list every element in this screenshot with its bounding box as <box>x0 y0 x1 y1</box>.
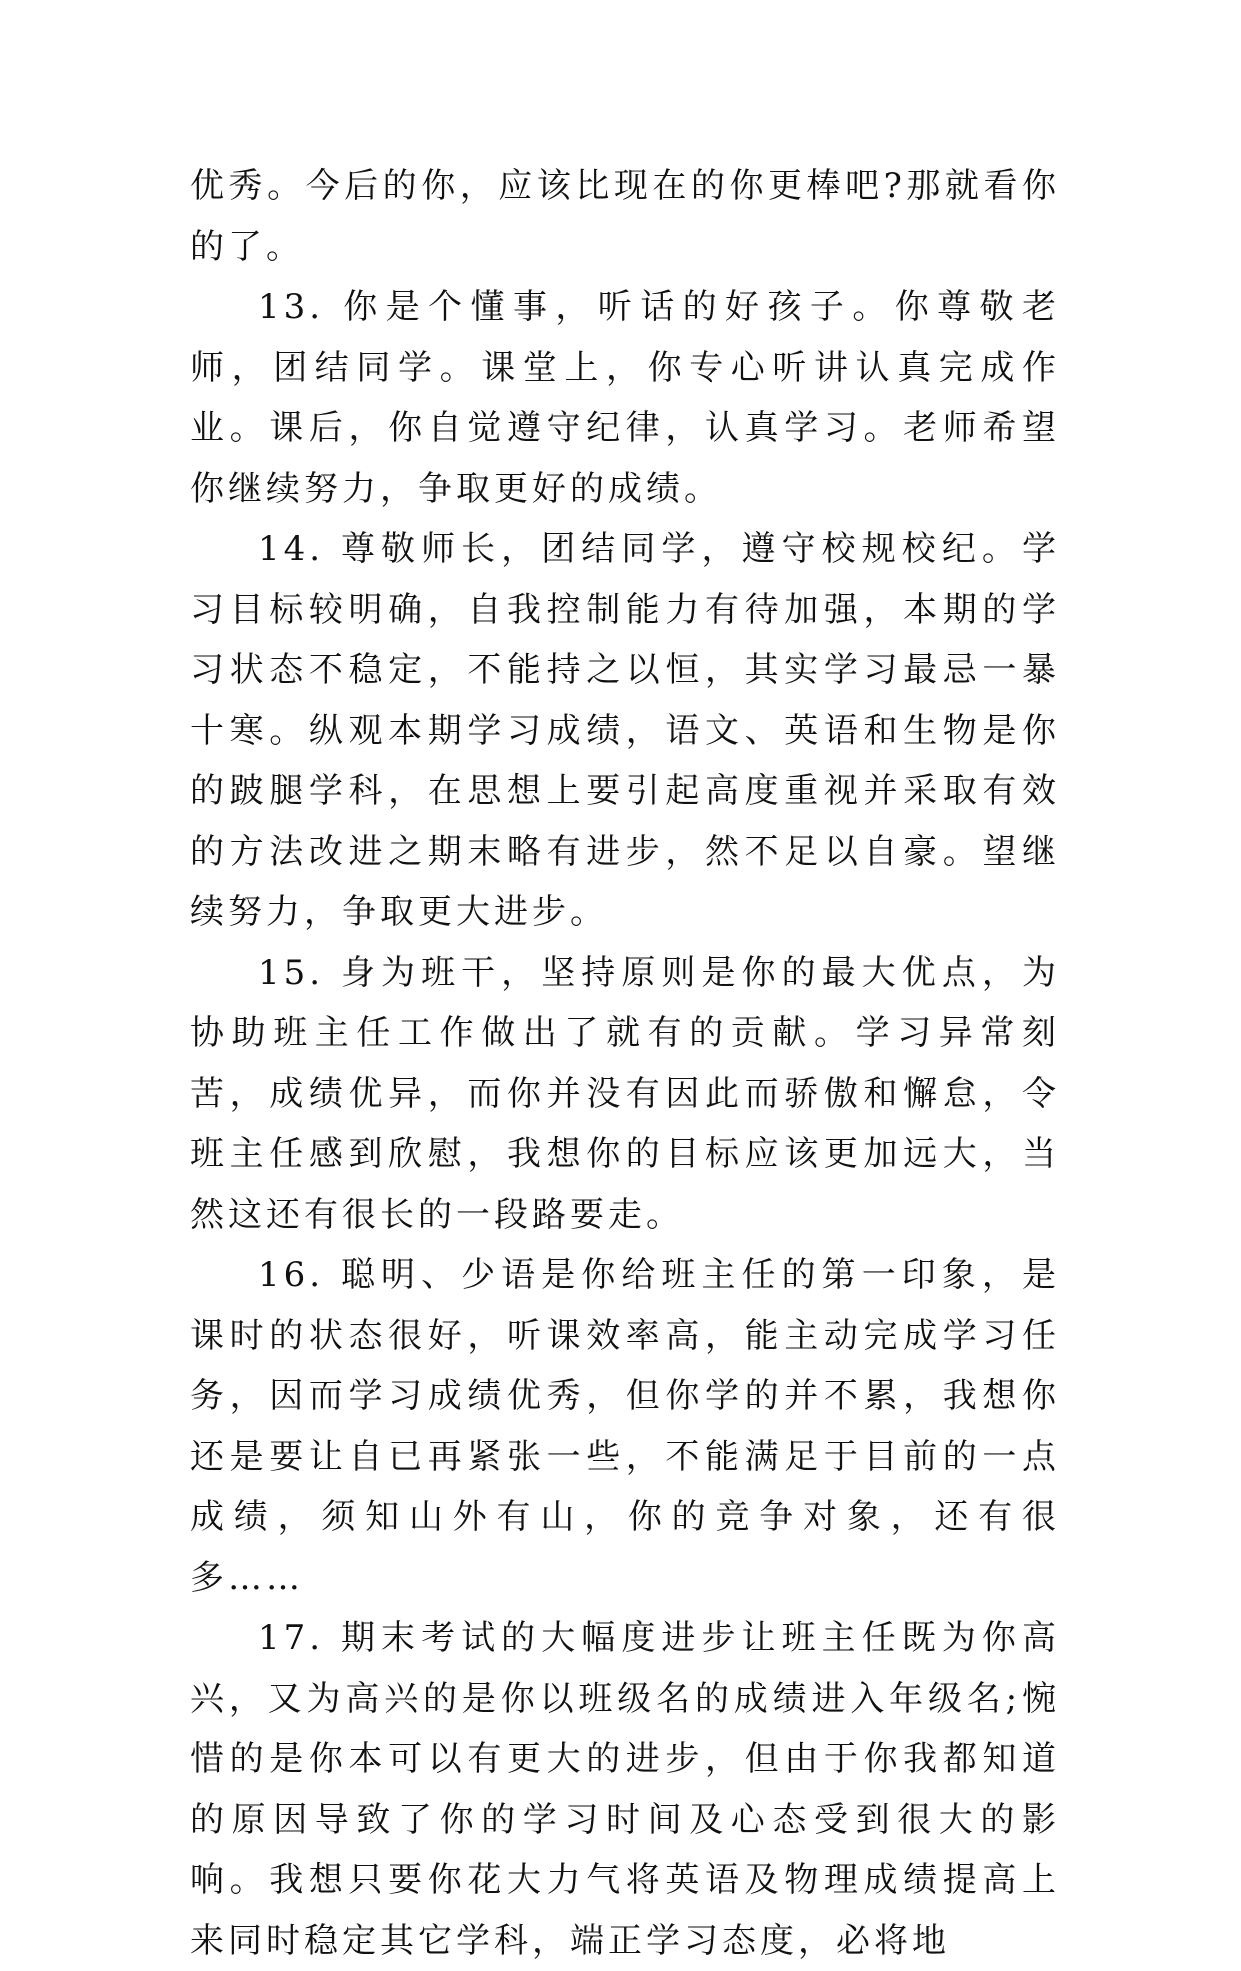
paragraph-comment-15: 15. 身为班干，坚持原则是你的最大优点，为协助班主任工作做出了就有的贡献。学习异常刻苦，成绩优异，而你并没有因此而骄傲和懈怠，令班主任感到欣慰，我想你的目标应该更加远大，当然这还有很长的一段路要走。 <box>190 952 1060 1235</box>
paragraph-continuation: 优秀。今后的你，应该比现在的你更棒吧?那就看你的了。 <box>190 166 1060 267</box>
paragraph-comment-17: 17. 期末考试的大幅度进步让班主任既为你高兴，又为高兴的是你以班级名的成绩进入年级名;惋惜的是你本可以有更大的进步，但由于你我都知道的原因导致了你的学习时间及心态受到很大的影响。我想只要你花大力气将英语及物理成绩提高上来同时稳定其它学科，端正学习态度，必将地 <box>190 1618 1060 1961</box>
paragraph-comment-14: 14. 尊敬师长，团结同学，遵守校规校纪。学习目标较明确，自我控制能力有待加强，本期的学习状态不稳定，不能持之以恒，其实学习最忌一暴十寒。纵观本期学习成绩，语文、英语和生物是你的跛腿学科，在思想上要引起高度重视并采取有效的方法改进之期末略有进步，然不足以自豪。望继续努力，争取更大进步。 <box>190 529 1060 932</box>
paragraph-comment-13: 13. 你是个懂事，听话的好孩子。你尊敬老师，团结同学。课堂上，你专心听讲认真完成作业。课后，你自觉遵守纪律，认真学习。老师希望你继续努力，争取更好的成绩。 <box>190 287 1060 509</box>
document-body <box>190 156 1060 1971</box>
paragraph-comment-16: 16. 聪明、少语是你给班主任的第一印象，是课时的状态很好，听课效率高，能主动完成学习任务，因而学习成绩优秀，但你学的并不累，我想你还是要让自已再紧张一些，不能满足于目前的一点成绩，须知山外有山，你的竞争对象，还有很多…… <box>190 1255 1060 1598</box>
